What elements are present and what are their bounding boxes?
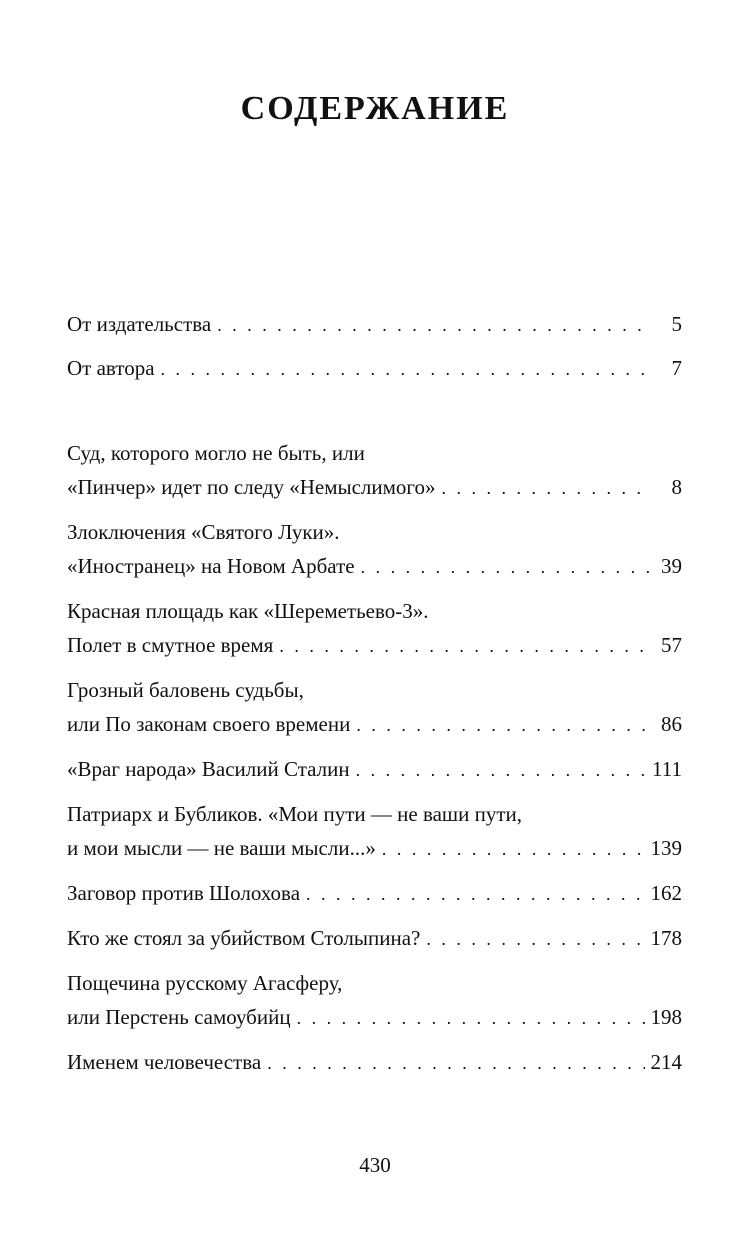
toc-entry-page: 86 <box>661 712 682 736</box>
toc-entry-row <box>67 707 682 742</box>
toc-entry-title-line: «Пинчер» идет по следу «Немыслимого» <box>67 475 436 499</box>
toc-entry-title-line: Полет в смутное время <box>67 633 274 657</box>
toc-entry-page: 139 <box>650 836 682 860</box>
dot-leader <box>279 629 652 663</box>
toc-entry-row <box>67 549 682 584</box>
toc-entry-row <box>67 628 682 663</box>
toc-entry-title-line: Пощечина русскому Агасферу, <box>67 971 343 995</box>
page-title: СОДЕРЖАНИЕ <box>240 90 510 127</box>
toc-entry-row <box>67 831 682 866</box>
toc-entry-page: 198 <box>650 1005 682 1029</box>
dot-leader <box>297 1001 645 1035</box>
toc-entry-title-line: Патриарх и Бубликов. «Мои пути — не ваши пути, <box>67 802 522 826</box>
dot-leader <box>382 832 645 866</box>
toc-entry-page: 39 <box>661 554 682 578</box>
toc-entry-title-line: Кто же стоял за убийством Столыпина? <box>67 926 421 950</box>
dot-leader <box>306 877 644 911</box>
toc-entry-title-line: «Враг народа» Василий Сталин <box>67 757 350 781</box>
toc-entry-title-line: Заговор против Шолохова <box>67 881 301 905</box>
toc-entry-page: 111 <box>652 757 682 781</box>
toc-entry-title-line: Именем человечества <box>67 1050 262 1074</box>
toc-entry-title-line: От автора <box>67 356 155 380</box>
toc-entry <box>67 515 682 584</box>
toc-entry <box>67 921 682 956</box>
toc-entry-page: 162 <box>650 881 682 905</box>
toc-entry <box>67 752 682 787</box>
toc-entry-title-line: «Иностранец» на Новом Арбате <box>67 554 355 578</box>
dot-leader <box>217 308 652 342</box>
dot-leader <box>442 471 652 505</box>
toc-entry-title-line: Злоключения «Святого Луки». <box>67 520 340 544</box>
dot-leader <box>426 922 644 956</box>
toc-entry-title-line: или Перстень самоубийц <box>67 1005 291 1029</box>
toc-entry-row <box>67 1000 682 1035</box>
toc-entry-row <box>67 1045 682 1080</box>
dot-leader <box>161 352 652 386</box>
dot-leader <box>267 1046 644 1080</box>
toc-entry-row <box>67 470 682 505</box>
toc-entry-page: 8 <box>671 475 682 499</box>
toc-entry <box>67 673 682 742</box>
toc-entry-title-line: или По законам своего времени <box>67 712 351 736</box>
toc-entry <box>67 351 682 386</box>
toc-entry-row <box>67 307 682 342</box>
toc-entry <box>67 436 682 505</box>
toc-entry-page: 7 <box>671 356 682 380</box>
toc-entry <box>67 966 682 1035</box>
toc-entry <box>67 594 682 663</box>
toc-entry-title-line: и мои мысли — не ваши мысли...» <box>67 836 376 860</box>
toc-entry-page: 214 <box>650 1050 682 1074</box>
dot-leader <box>361 550 652 584</box>
toc-entry-row <box>67 921 682 956</box>
toc-entry-title-line: Суд, которого могло не быть, или <box>67 441 365 465</box>
dot-leader <box>356 753 646 787</box>
dot-leader <box>356 708 652 742</box>
toc-entry-page: 178 <box>650 926 682 950</box>
toc-chapters <box>67 436 682 1090</box>
toc-entry-page: 5 <box>671 312 682 336</box>
toc-entry <box>67 1045 682 1080</box>
toc-entry-row <box>67 752 682 787</box>
toc-entry-row <box>67 876 682 911</box>
toc-entry-title-line: От издательства <box>67 312 212 336</box>
toc-entry-title-line: Грозный баловень судьбы, <box>67 678 304 702</box>
toc-entry <box>67 307 682 342</box>
toc-entry <box>67 797 682 866</box>
toc-entry-page: 57 <box>661 633 682 657</box>
toc-front-matter <box>67 307 682 395</box>
page-number-footer: 430 <box>359 1153 391 1177</box>
toc-entry <box>67 876 682 911</box>
toc-entry-row <box>67 351 682 386</box>
toc-entry-title-line: Красная площадь как «Шереметьево-3». <box>67 599 429 623</box>
